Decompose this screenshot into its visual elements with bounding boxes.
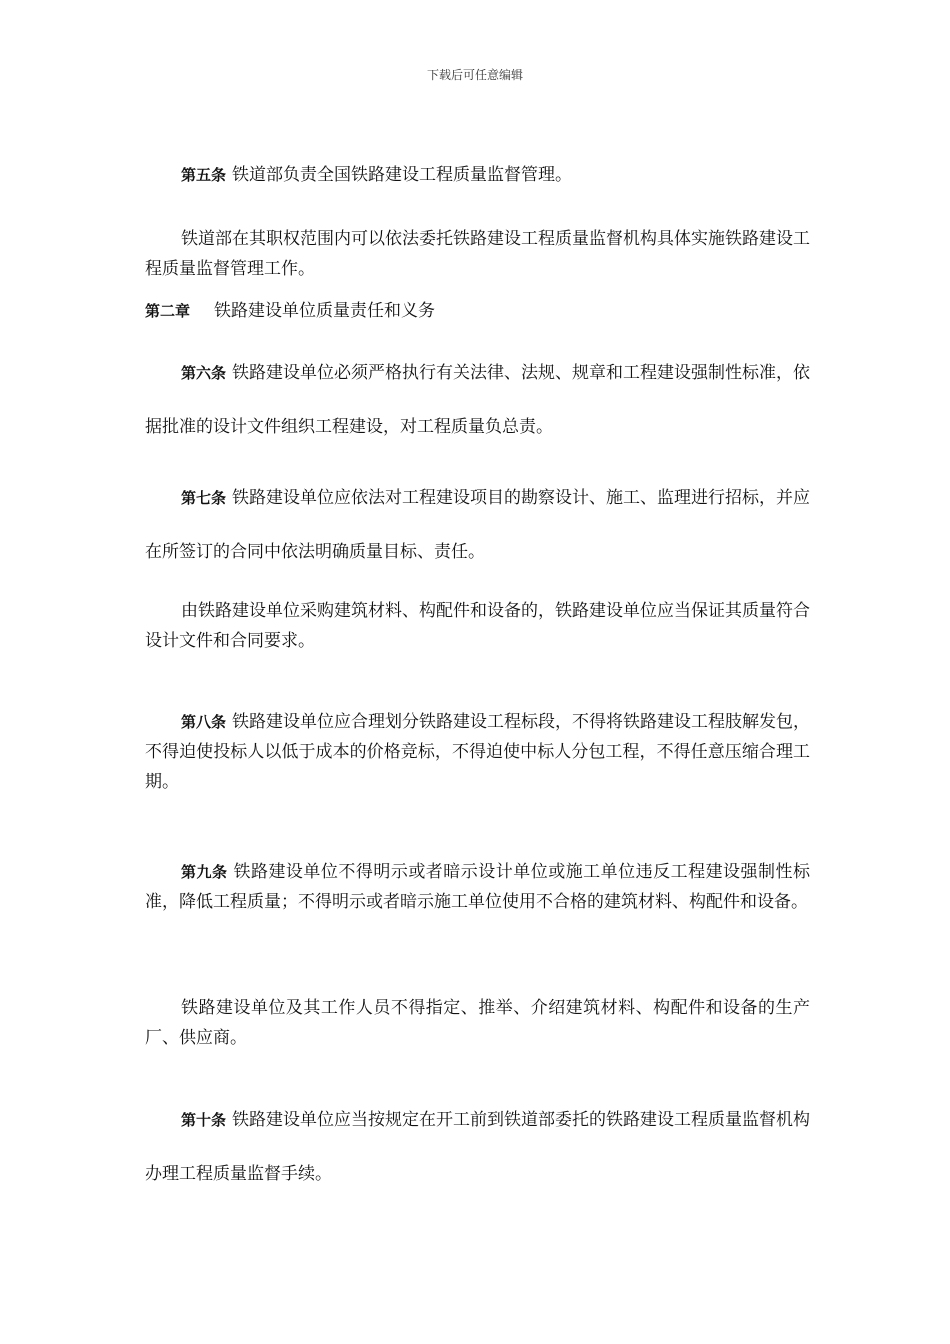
article-5-paragraph-2: 铁道部在其职权范围内可以依法委托铁路建设工程质量监督机构具体实施铁路建设工程质量监督管理工作。: [145, 229, 810, 279]
article-text: 铁道部负责全国铁路建设工程质量监督管理。: [232, 165, 573, 185]
article-label: 第八条: [181, 713, 227, 731]
article-8: [145, 707, 810, 797]
article-text: 铁路建设单位应当按规定在开工前到铁道部委托的铁路建设工程质量监督机构办理工程质量监督手续。: [145, 1110, 811, 1184]
article-label: 第六条: [181, 364, 227, 382]
article-7-paragraph-2: 由铁路建设单位采购建筑材料、构配件和设备的，铁路建设单位应当保证其质量符合设计文件和合同要求。: [145, 601, 810, 651]
article-5: [145, 160, 810, 190]
article-text: 铁路建设单位应依法对工程建设项目的勘察设计、施工、监理进行招标，并应在所签订的合同中依法明确质量目标、责任。: [145, 488, 811, 562]
article-9: [145, 857, 810, 917]
article-text: 铁路建设单位必须严格执行有关法律、法规、规章和工程建设强制性标准，依据批准的设计文件组织工程建设，对工程质量负总责。: [145, 363, 811, 437]
article-label: 第五条: [181, 166, 227, 184]
chapter-label: 第二章: [145, 302, 191, 320]
article-7: [145, 471, 810, 579]
chapter-title: 铁路建设单位质量责任和义务: [214, 301, 436, 321]
article-text: 铁路建设单位应合理划分铁路建设工程标段，不得将铁路建设工程肢解发包，不得迫使投标人以低于成本的价格竞标，不得迫使中标人分包工程，不得任意压缩合理工期。: [145, 712, 811, 792]
article-9-paragraph-2: 铁路建设单位及其工作人员不得指定、推举、介绍建筑材料、构配件和设备的生产厂、供应商。: [145, 998, 810, 1048]
article-text: 铁路建设单位不得明示或者暗示设计单位或施工单位违反工程建设强制性标准，降低工程质量；不得明示或者暗示施工单位使用不合格的建筑材料、构配件和设备。: [145, 862, 810, 912]
article-10: [145, 1093, 810, 1201]
article-6: [145, 346, 810, 454]
article-label: 第九条: [181, 863, 228, 881]
page-header: 下载后可任意编辑: [426, 68, 523, 82]
article-label: 第十条: [181, 1111, 227, 1129]
article-label: 第七条: [181, 489, 227, 507]
chapter-heading: [145, 296, 810, 326]
